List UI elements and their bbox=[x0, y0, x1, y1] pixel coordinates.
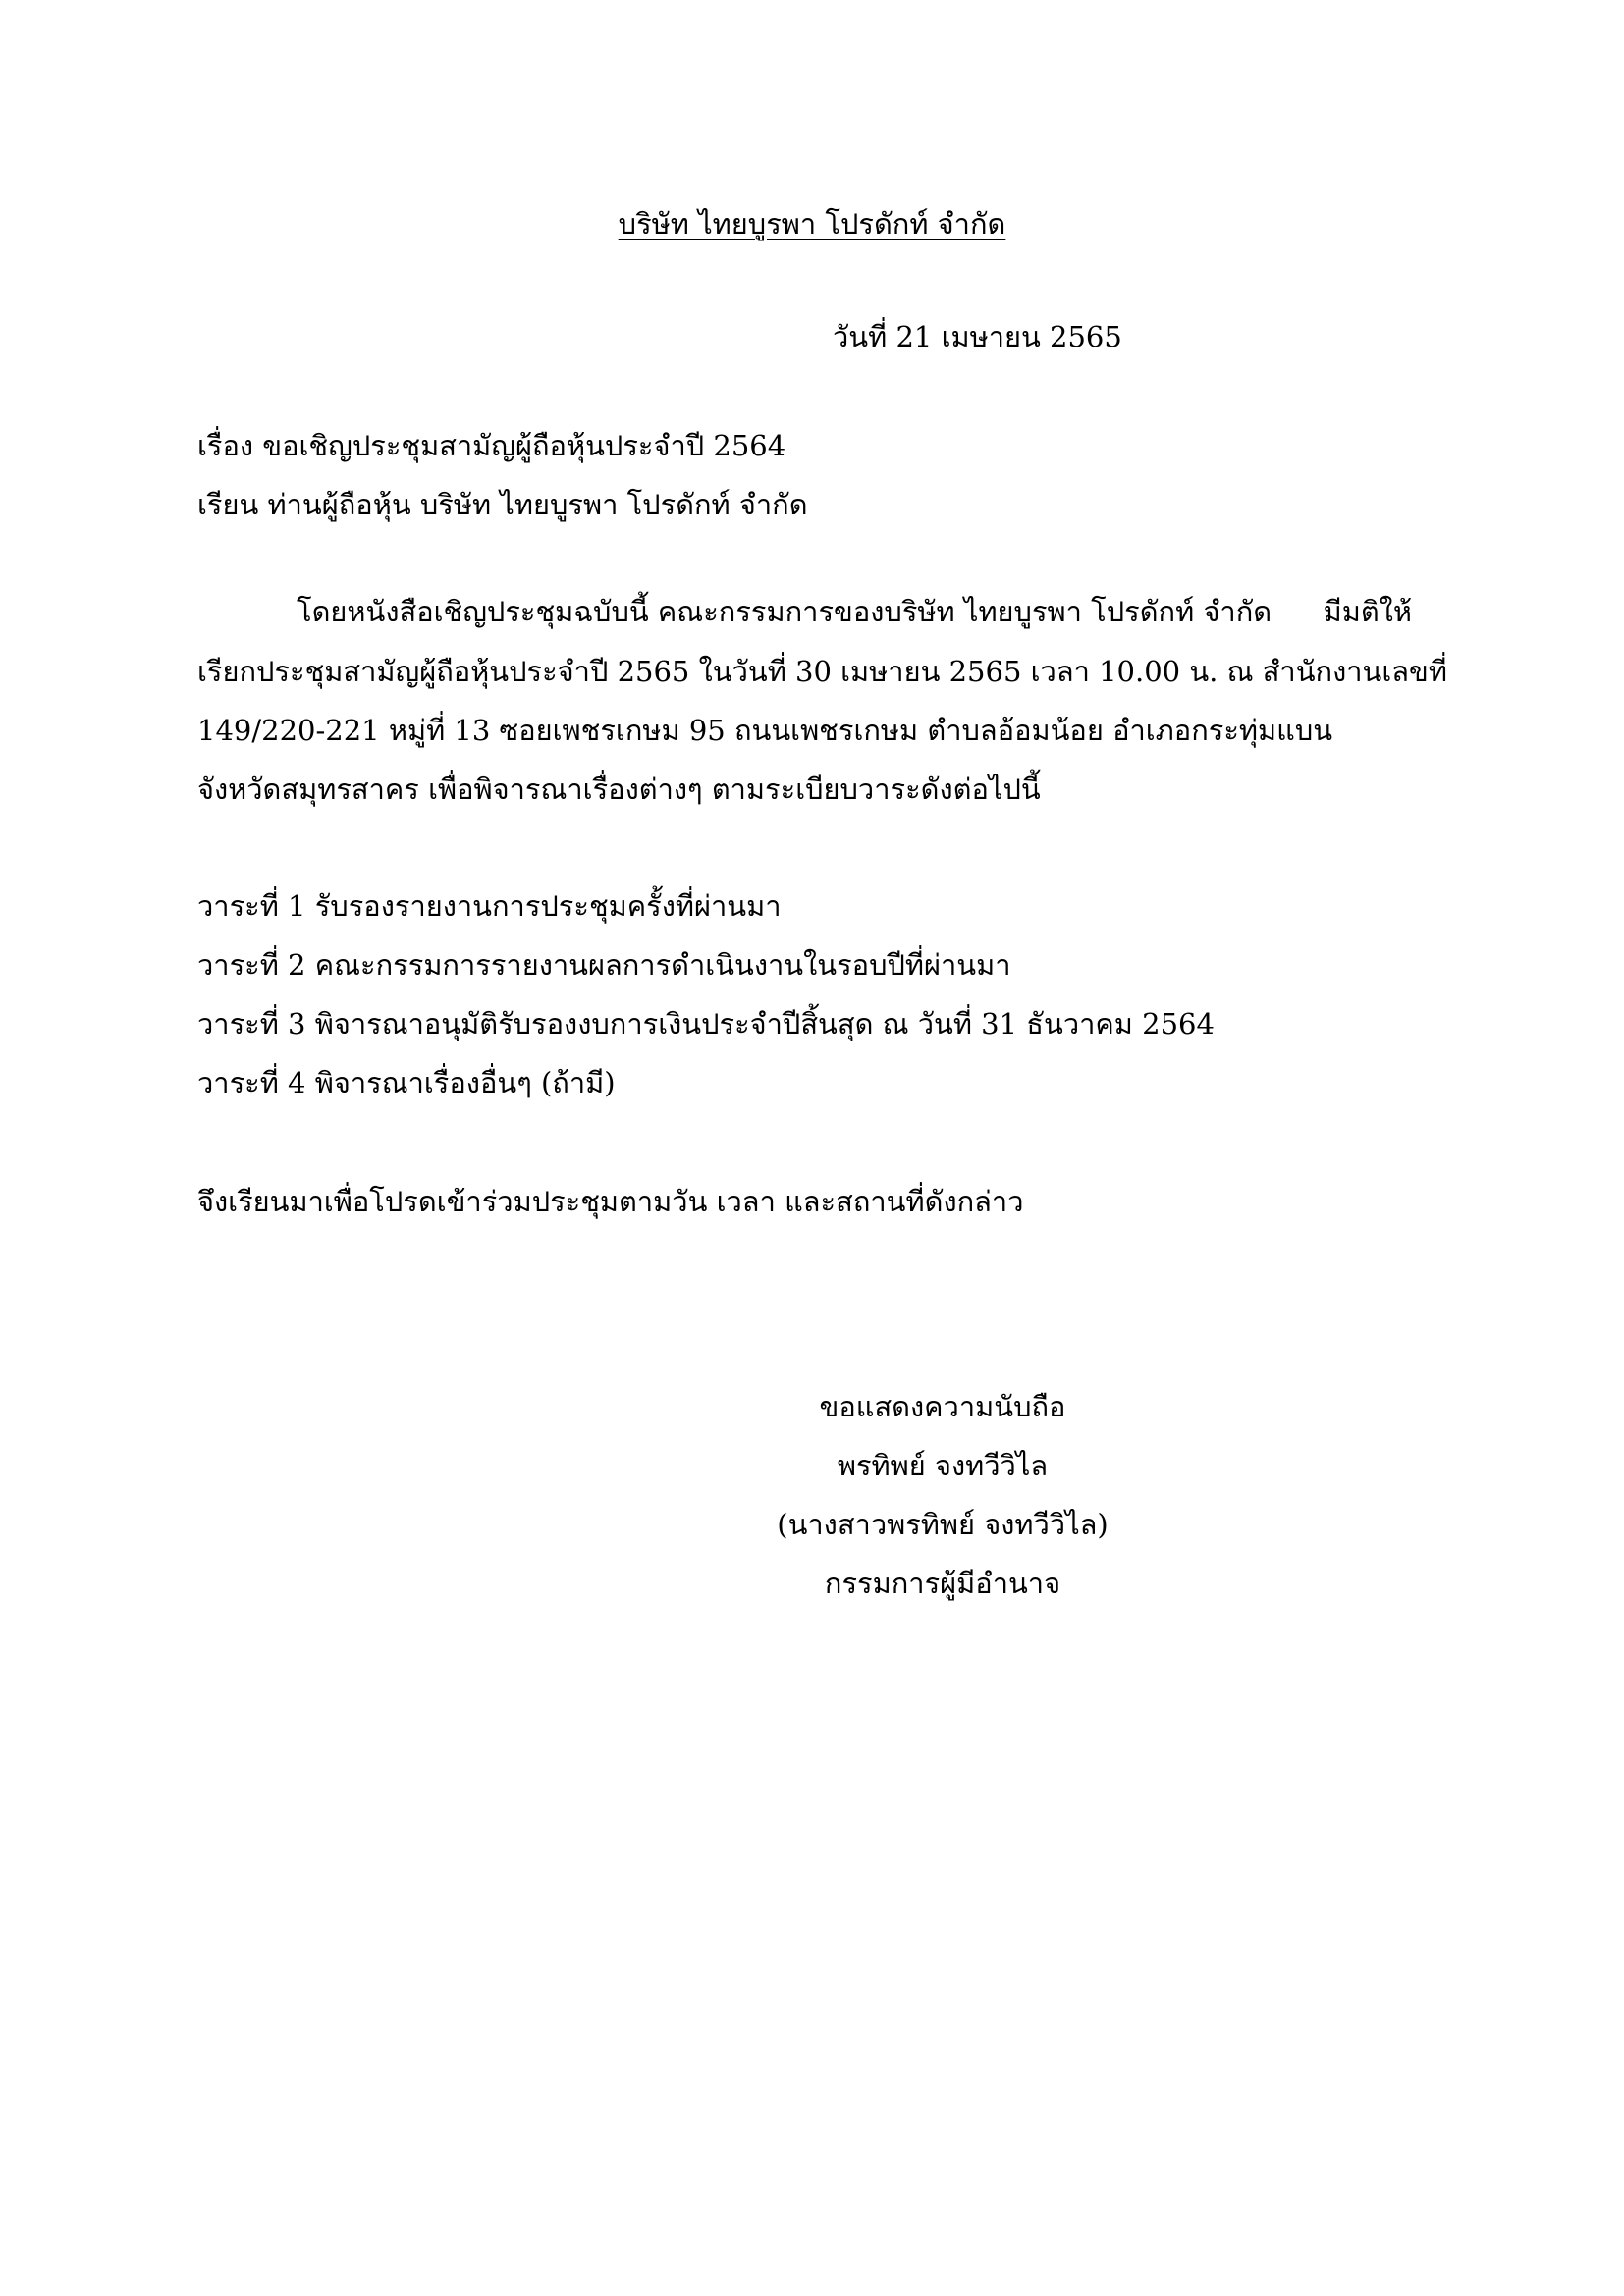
signature-position: กรรมการผู้มีอำนาจ bbox=[824, 1567, 1061, 1600]
signature-block bbox=[687, 1389, 1198, 1625]
signature-regards: ขอแสดงความนับถือ bbox=[819, 1390, 1066, 1423]
letter-subject: เรื่อง ขอเชิญประชุมสามัญผู้ถือหุ้นประจำปี 2564 bbox=[197, 429, 786, 462]
agenda-item-3: วาระที่ 3 พิจารณาอนุมัติรับรองงบการเงินประจำปีสิ้นสุด ณ วันที่ 31 ธันวาคม 2564 bbox=[197, 1007, 1215, 1041]
agenda-item-1: วาระที่ 1 รับรองรายงานการประชุมครั้งที่ผ่านมา bbox=[197, 889, 782, 923]
closing-sentence: จึงเรียนมาเพื่อโปรดเข้าร่วมประชุมตามวัน เวลา และสถานที่ดังกล่าว bbox=[197, 1185, 1024, 1218]
company-title-text: บริษัท ไทยบูรพา โปรดักท์ จำกัด bbox=[618, 207, 1006, 240]
company-title bbox=[0, 206, 1624, 241]
body-line-1-main: โดยหนังสือเชิญประชุมฉบับนี้ คณะกรรมการของบริษัท ไทยบูรพา โปรดักท์ จำกัด bbox=[297, 595, 1272, 628]
letter-recipient: เรียน ท่านผู้ถือหุ้น บริษัท ไทยบูรพา โปรดักท์ จำกัด bbox=[197, 488, 808, 521]
signature-signed-name: พรทิพย์ จงทวีวิไล bbox=[837, 1449, 1049, 1482]
body-paragraph-line-1 bbox=[297, 594, 1412, 629]
body-paragraph-line-2: เรียกประชุมสามัญผู้ถือหุ้นประจำปี 2565 ในวันที่ 30 เมษายน 2565 เวลา 10.00 น. ณ สำนักงานเลขที่ bbox=[197, 655, 1447, 688]
signature-full-name: (นางสาวพรทิพย์ จงทวีวิไล) bbox=[777, 1508, 1109, 1541]
agenda-item-4: วาระที่ 4 พิจารณาเรื่องอื่นๆ (ถ้ามี) bbox=[197, 1066, 616, 1099]
body-paragraph-line-3: 149/220-221 หมู่ที่ 13 ซอยเพชรเกษม 95 ถนนเพชรเกษม ตำบลอ้อมน้อย อำเภอกระทุ่มแบน bbox=[197, 714, 1333, 747]
agenda-list bbox=[197, 888, 1215, 1124]
letter-date: วันที่ 21 เมษายน 2565 bbox=[833, 320, 1122, 353]
body-line-1-end: มีมติให้ bbox=[1323, 595, 1412, 628]
body-paragraph-line-4: จังหวัดสมุทรสาคร เพื่อพิจารณาเรื่องต่างๆ ตามระเบียบวาระดังต่อไปนี้ bbox=[197, 773, 1041, 806]
agenda-item-2: วาระที่ 2 คณะกรรมการรายงานผลการดำเนินงานในรอบปีที่ผ่านมา bbox=[197, 948, 1011, 982]
